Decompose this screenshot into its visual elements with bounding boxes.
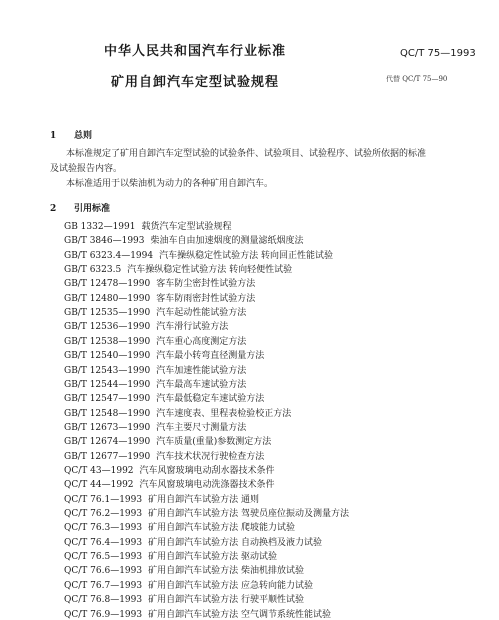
section-1-para1-line1: 本标准规定了矿用自卸汽车定型试验的试验条件、试验项目、试验程序、试验所依据的标准 [66, 149, 427, 159]
reference-title: 汽车重心高度测定方法 [156, 336, 247, 347]
reference-code: GB/T 12674—1990 [64, 437, 151, 448]
reference-title: 汽车最高车速试验方法 [156, 379, 247, 390]
reference-title: 汽车技术状况行驶检查方法 [156, 451, 265, 462]
reference-title: 矿用自卸汽车试验方法 行驶平顺性试验 [148, 595, 304, 606]
reference-title: 矿用自卸汽车试验方法 应急转向能力试验 [148, 580, 313, 591]
reference-code: QC/T 76.2—1993 [64, 509, 143, 519]
reference-title: 汽车最小转弯直径测量方法 [156, 351, 265, 362]
reference-item [64, 463, 275, 476]
reference-code: QC/T 76.8—1993 [64, 595, 143, 606]
reference-title: 柴油车自由加速烟度的测量滤纸烟度法 [150, 236, 304, 247]
section-2-title: 引用标准 [74, 204, 111, 214]
reference-code: QC/T 76.3—1993 [64, 523, 143, 534]
replaces-note: 代替 QC/T 75—90 [386, 75, 448, 83]
reference-code: GB/T 12536—1990 [64, 322, 151, 333]
reference-item [64, 434, 271, 447]
reference-code: QC/T 76.7—1993 [64, 580, 143, 591]
reference-title: 矿用自卸汽车试验方法 驾驶员座位振动及测量方法 [148, 509, 349, 519]
section-2-heading [50, 201, 110, 214]
reference-title: 汽车质量(重量)参数测定方法 [156, 437, 272, 448]
reference-item [64, 549, 277, 562]
reference-code: GB/T 12535—1990 [64, 308, 151, 319]
section-1-para1-line2: 及试验报告内容。 [50, 164, 123, 174]
standard-code: QC/T 75—1993 [400, 48, 476, 59]
reference-item [64, 492, 259, 505]
standard-title: 中华人民共和国汽车行业标准 [103, 44, 286, 59]
reference-code: GB/T 6323.5 [64, 265, 122, 276]
reference-title: 汽车操纵稳定性试验方法 转向轻便性试验 [127, 265, 293, 276]
reference-title: 矿用自卸汽车试验方法 爬坡能力试验 [148, 523, 295, 534]
reference-code: QC/T 76.9—1993 [64, 609, 143, 620]
reference-item [64, 506, 349, 519]
reference-title: 矿用自卸汽车试验方法 空气调节系统性能试验 [148, 609, 331, 620]
reference-title: 汽车风窗玻璃电动刮水器技术条件 [139, 465, 275, 476]
reference-item [64, 607, 331, 620]
reference-item [64, 578, 313, 591]
section-1-heading [50, 128, 92, 141]
section-1-title: 总则 [74, 131, 93, 141]
reference-code: GB/T 12480—1990 [64, 293, 151, 304]
reference-item [64, 219, 232, 232]
reference-item [64, 420, 246, 433]
reference-code: GB/T 3846—1993 [64, 236, 145, 247]
reference-title: 矿用自卸汽车试验方法 通则 [148, 494, 259, 505]
reference-title: 客车防雨密封性试验方法 [156, 293, 256, 304]
section-1-number: 1 [50, 131, 57, 141]
reference-item [64, 334, 246, 347]
reference-code: GB/T 12538—1990 [64, 336, 151, 347]
reference-code: GB/T 6323.4—1994 [64, 250, 154, 261]
reference-item [64, 305, 246, 318]
reference-code: GB 1332—1991 [64, 222, 136, 232]
reference-code: GB/T 12544—1990 [64, 379, 151, 390]
reference-item [64, 592, 304, 605]
reference-item [64, 520, 295, 533]
reference-item [64, 391, 264, 404]
reference-code: QC/T 44—1992 [64, 480, 134, 491]
reference-code: GB/T 12543—1990 [64, 365, 151, 376]
reference-title: 汽车主要尺寸测量方法 [156, 422, 247, 433]
reference-item [64, 563, 304, 576]
reference-item [64, 377, 246, 390]
reference-code: QC/T 76.1—1993 [64, 494, 143, 505]
reference-code: GB/T 12673—1990 [64, 422, 151, 433]
reference-item [64, 348, 264, 361]
reference-title: 客车防尘密封性试验方法 [156, 279, 256, 290]
reference-item [64, 319, 228, 332]
document-title: 矿用自卸汽车定型试验规程 [110, 75, 279, 90]
reference-code: GB/T 12677—1990 [64, 451, 151, 462]
section-1-para2: 本标准适用于以柴油机为动力的各种矿用自卸汽车。 [66, 179, 274, 189]
reference-title: 汽车加速性能试验方法 [156, 365, 247, 376]
reference-item [64, 248, 333, 261]
reference-title: 载货汽车定型试验规程 [141, 222, 232, 232]
reference-item [64, 406, 291, 419]
reference-code: QC/T 43—1992 [64, 465, 134, 476]
reference-item [64, 477, 275, 490]
reference-title: 汽车风窗玻璃电动洗涤器技术条件 [139, 480, 275, 491]
reference-code: GB/T 12548—1990 [64, 408, 151, 419]
reference-item [64, 449, 264, 462]
reference-title: 矿用自卸汽车试验方法 驱动试验 [148, 552, 277, 562]
reference-title: 矿用自卸汽车试验方法 自动换档及液力试验 [148, 537, 322, 548]
reference-code: GB/T 12547—1990 [64, 394, 151, 405]
reference-title: 汽车滑行试验方法 [156, 322, 229, 333]
reference-code: QC/T 76.6—1993 [64, 566, 143, 577]
reference-item [64, 291, 255, 304]
reference-title: 汽车速度表、里程表检验校正方法 [156, 408, 292, 419]
reference-item [64, 276, 255, 289]
reference-item [64, 262, 292, 275]
reference-code: QC/T 76.4—1993 [64, 537, 143, 548]
reference-title: 汽车操纵稳定性试验方法 转向回正性能试验 [159, 250, 333, 261]
reference-item [64, 233, 304, 246]
reference-code: GB/T 12540—1990 [64, 351, 151, 362]
reference-title: 汽车起动性能试验方法 [156, 308, 247, 319]
reference-item [64, 363, 246, 376]
reference-code: QC/T 76.5—1993 [64, 552, 143, 562]
section-2-number: 2 [50, 204, 57, 214]
reference-title: 矿用自卸汽车试验方法 柴油机排放试验 [148, 566, 304, 577]
reference-code: GB/T 12478—1990 [64, 279, 151, 290]
reference-title: 汽车最低稳定车速试验方法 [156, 394, 265, 405]
reference-item [64, 535, 322, 548]
